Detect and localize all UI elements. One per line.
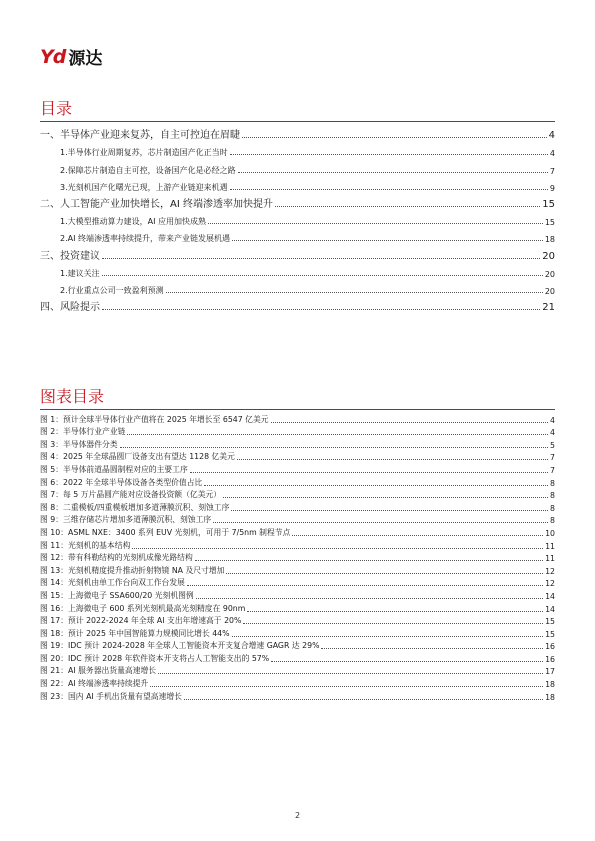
figure-list-entry[interactable] xyxy=(40,689,555,702)
figure-list-entry-page: 12 xyxy=(545,566,555,576)
logo-mark: Yd xyxy=(40,45,66,68)
figure-list-entry[interactable] xyxy=(40,475,555,488)
figure-list-entry-label: 图 14：光刻机由单工作台向双工作台发展 xyxy=(40,578,185,588)
dot-leader xyxy=(127,434,548,435)
toc-section-entry-label: 1.半导体行业周期复苏，芯片制造国产化正当时 xyxy=(60,148,228,158)
toc-chapter-entry-page: 15 xyxy=(542,198,555,210)
figure-list-entry-page: 7 xyxy=(550,453,555,463)
toc-chapter-entry-page: 21 xyxy=(542,302,555,314)
figure-list-entry-label: 图 17：预计 2022-2024 年全球 AI 支出年增速高于 20% xyxy=(40,616,242,626)
toc-chapter-entry[interactable] xyxy=(40,193,555,210)
toc-section-entry-label: 1.建议关注 xyxy=(60,268,100,278)
figure-list-entry-label: 图 10：ASML NXE：3400 系列 EUV 光刻机，可用于 7/5nm 制程节点 xyxy=(40,527,291,537)
toc-section-entry-label: 1.大模型推动算力建设，AI 应用加快成熟 xyxy=(60,217,207,227)
figure-list-entry[interactable] xyxy=(40,639,555,652)
figure-list-entry[interactable] xyxy=(40,588,555,601)
figure-list-title: 图表目录 xyxy=(40,387,105,406)
dot-leader xyxy=(223,497,548,498)
figure-list-entry-page: 10 xyxy=(545,528,555,538)
figure-list-entry[interactable] xyxy=(40,576,555,589)
toc-section-entry[interactable] xyxy=(40,227,555,244)
figure-list-entry[interactable] xyxy=(40,551,555,564)
dot-leader xyxy=(187,585,543,586)
figure-list-entry-label: 图 11：光刻机的基本结构 xyxy=(40,540,131,550)
figure-list-entry-label: 图 15：上海微电子 SSA600/20 光刻机图例 xyxy=(40,590,194,600)
figure-list-entry-label: 图 16：上海微电子 600 系列光刻机最高光刻精度在 90nm xyxy=(40,603,246,613)
toc-title: 目录 xyxy=(40,99,73,118)
logo-text: 源达 xyxy=(68,49,103,69)
dot-leader xyxy=(247,611,543,612)
dot-leader xyxy=(195,560,543,561)
toc-list xyxy=(40,124,555,313)
toc-section-entry[interactable] xyxy=(40,158,555,175)
figure-list-entry[interactable] xyxy=(40,601,555,614)
figure-list-entry-page: 18 xyxy=(545,680,555,690)
figure-list-entry-label: 图 8：二重模板/四重模板增加多道薄膜沉积、刻蚀工序 xyxy=(40,502,230,512)
dot-leader xyxy=(150,686,543,687)
dot-leader xyxy=(102,258,540,259)
dot-leader xyxy=(238,172,548,173)
figure-list-entry[interactable] xyxy=(40,664,555,677)
toc-chapter-entry-label: 三、投资建议 xyxy=(40,250,100,262)
figure-list-entry-page: 4 xyxy=(550,415,555,425)
toc-section-entry[interactable] xyxy=(40,210,555,227)
figure-list-entry-label: 图 12：带有科勒结构的光刻机成像光路结构 xyxy=(40,553,193,563)
dot-leader xyxy=(204,485,548,486)
figure-list-entry-page: 15 xyxy=(545,629,555,639)
figure-list-entry[interactable] xyxy=(40,525,555,538)
dot-leader xyxy=(190,472,548,473)
figure-list-entry-page: 11 xyxy=(545,541,555,551)
toc-section-entry-label: 3.光刻机国产化曙光已现，上游产业链迎来机遇 xyxy=(60,182,228,192)
figure-list-entry-page: 18 xyxy=(545,692,555,702)
dot-leader xyxy=(275,206,540,207)
toc-section-entry[interactable] xyxy=(40,141,555,158)
figure-list-entry[interactable] xyxy=(40,513,555,526)
figure-list-entry-label: 图 18：预计 2025 年中国智能算力规模同比增长 44% xyxy=(40,628,230,638)
figure-list-entry-page: 12 xyxy=(545,579,555,589)
dot-leader xyxy=(230,189,548,190)
toc-section-entry-page: 7 xyxy=(549,166,555,176)
toc-chapter-entry-label: 二、人工智能产业加快增长，AI 终端渗透率加快提升 xyxy=(40,198,273,210)
toc-section-entry-label: 2.AI 终端渗透率持续提升，带来产业链发展机遇 xyxy=(60,234,231,244)
figure-list-entry[interactable] xyxy=(40,676,555,689)
figure-list-entry-page: 5 xyxy=(550,440,555,450)
dot-leader xyxy=(230,154,548,155)
toc-section-entry-label: 2.保障芯片制造自主可控，设备国产化是必经之路 xyxy=(60,165,236,175)
page-number: 2 xyxy=(294,811,301,820)
toc-chapter-entry-page: 4 xyxy=(548,130,555,142)
figure-list-entry-label: 图 22：AI 终端渗透率持续提升 xyxy=(40,679,149,689)
dot-leader xyxy=(196,598,543,599)
figure-list-entry-page: 16 xyxy=(545,654,555,664)
figure-list-entry[interactable] xyxy=(40,614,555,627)
figure-list-entry-page: 17 xyxy=(545,667,555,677)
dot-leader xyxy=(102,275,543,276)
figure-list-entry[interactable] xyxy=(40,488,555,501)
dot-leader xyxy=(271,661,543,662)
figure-list-entry-page: 8 xyxy=(550,478,555,488)
dot-leader xyxy=(166,292,543,293)
toc-chapter-entry[interactable] xyxy=(40,244,555,261)
toc-section-entry-page: 20 xyxy=(544,286,555,296)
figure-list-entry[interactable] xyxy=(40,425,555,438)
brand-logo xyxy=(40,44,102,69)
dot-leader xyxy=(271,422,548,423)
figure-list-entry-page: 4 xyxy=(550,428,555,438)
figure-list-entry-label: 图 21：AI 服务器出货量高速增长 xyxy=(40,666,157,676)
dot-leader xyxy=(321,648,543,649)
dot-leader xyxy=(208,223,543,224)
toc-chapter-entry-label: 四、风险提示 xyxy=(40,302,100,314)
figure-list-entry-page: 14 xyxy=(545,604,555,614)
toc-section-entry-page: 18 xyxy=(544,235,555,245)
figure-list-entry-page: 16 xyxy=(545,642,555,652)
figure-list-entry-label: 图 6：2022 年全球半导体设备各类型价值占比 xyxy=(40,477,203,487)
toc-section-entry[interactable] xyxy=(40,176,555,193)
dot-leader xyxy=(158,673,543,674)
figure-list xyxy=(40,412,555,702)
toc-chapter-entry[interactable] xyxy=(40,124,555,141)
figure-list-entry[interactable] xyxy=(40,500,555,513)
figure-list-entry[interactable] xyxy=(40,450,555,463)
toc-section-entry-page: 4 xyxy=(549,149,555,159)
dot-leader xyxy=(102,309,540,310)
dot-leader xyxy=(231,510,548,511)
figure-list-entry-label: 图 7：每 5 万片晶圆产能对应设备投资额（亿美元） xyxy=(40,490,222,500)
figure-list-entry[interactable] xyxy=(40,462,555,475)
toc-chapter-entry[interactable] xyxy=(40,296,555,313)
figure-list-entry-label: 图 13：光刻机精度提升推动折射物镜 NA 及尺寸增加 xyxy=(40,565,225,575)
figure-list-entry-page: 8 xyxy=(550,503,555,513)
toc-section-entry-label: 2.行业重点公司一致盈利预测 xyxy=(60,285,164,295)
figure-list-entry-page: 14 xyxy=(545,591,555,601)
figure-list-entry-label: 图 4：2025 年全球晶圆厂设备支出有望达 1128 亿美元 xyxy=(40,452,235,462)
figure-list-entry[interactable] xyxy=(40,626,555,639)
figure-list-entry-label: 图 1：预计全球半导体行业产值将在 2025 年增长至 6547 亿美元 xyxy=(40,414,269,424)
dot-leader xyxy=(242,137,547,138)
figure-list-entry-label: 图 5：半导体前道晶圆制程对应的主要工序 xyxy=(40,464,188,474)
dot-leader xyxy=(213,522,548,523)
dot-leader xyxy=(132,548,543,549)
dot-leader xyxy=(184,699,543,700)
toc-title-rule xyxy=(40,121,555,122)
figure-list-entry-label: 图 19：IDC 预计 2024-2028 年全球人工智能资本开支复合增速 GAGR 达 29% xyxy=(40,641,320,651)
figure-list-entry-page: 7 xyxy=(550,465,555,475)
dot-leader xyxy=(232,636,544,637)
toc-section-entry[interactable] xyxy=(40,262,555,279)
figure-list-entry[interactable] xyxy=(40,651,555,664)
toc-section-entry[interactable] xyxy=(40,279,555,296)
toc-section-entry-page: 15 xyxy=(544,218,555,228)
dot-leader xyxy=(226,573,543,574)
figure-list-entry-page: 11 xyxy=(545,554,555,564)
dot-leader xyxy=(292,535,543,536)
figure-list-rule xyxy=(40,409,555,410)
figure-list-entry-label: 图 20：IDC 预计 2028 年软件资本开支将占人工智能支出的 57% xyxy=(40,653,270,663)
figure-list-entry-label: 图 2：半导体行业产业链 xyxy=(40,427,126,437)
figure-list-entry[interactable] xyxy=(40,538,555,551)
dot-leader xyxy=(232,240,543,241)
dot-leader xyxy=(237,459,548,460)
figure-list-entry[interactable] xyxy=(40,412,555,425)
toc-section-entry-page: 20 xyxy=(544,269,555,279)
figure-list-entry-label: 图 23：国内 AI 手机出货量有望高速增长 xyxy=(40,691,182,701)
figure-list-entry-page: 8 xyxy=(550,491,555,501)
figure-list-entry-page: 8 xyxy=(550,516,555,526)
toc-section-entry-page: 9 xyxy=(549,183,555,193)
figure-list-entry[interactable] xyxy=(40,437,555,450)
toc-chapter-entry-page: 20 xyxy=(542,250,555,262)
dot-leader xyxy=(243,623,543,624)
toc-chapter-entry-label: 一、半导体产业迎来复苏，自主可控迫在眉睫 xyxy=(40,130,240,142)
figure-list-entry-label: 图 3：半导体器件分类 xyxy=(40,439,118,449)
figure-list-entry-page: 15 xyxy=(545,617,555,627)
figure-list-entry[interactable] xyxy=(40,563,555,576)
dot-leader xyxy=(120,447,548,448)
figure-list-entry-label: 图 9：三维存储芯片增加多道薄膜沉积、刻蚀工序 xyxy=(40,515,212,525)
